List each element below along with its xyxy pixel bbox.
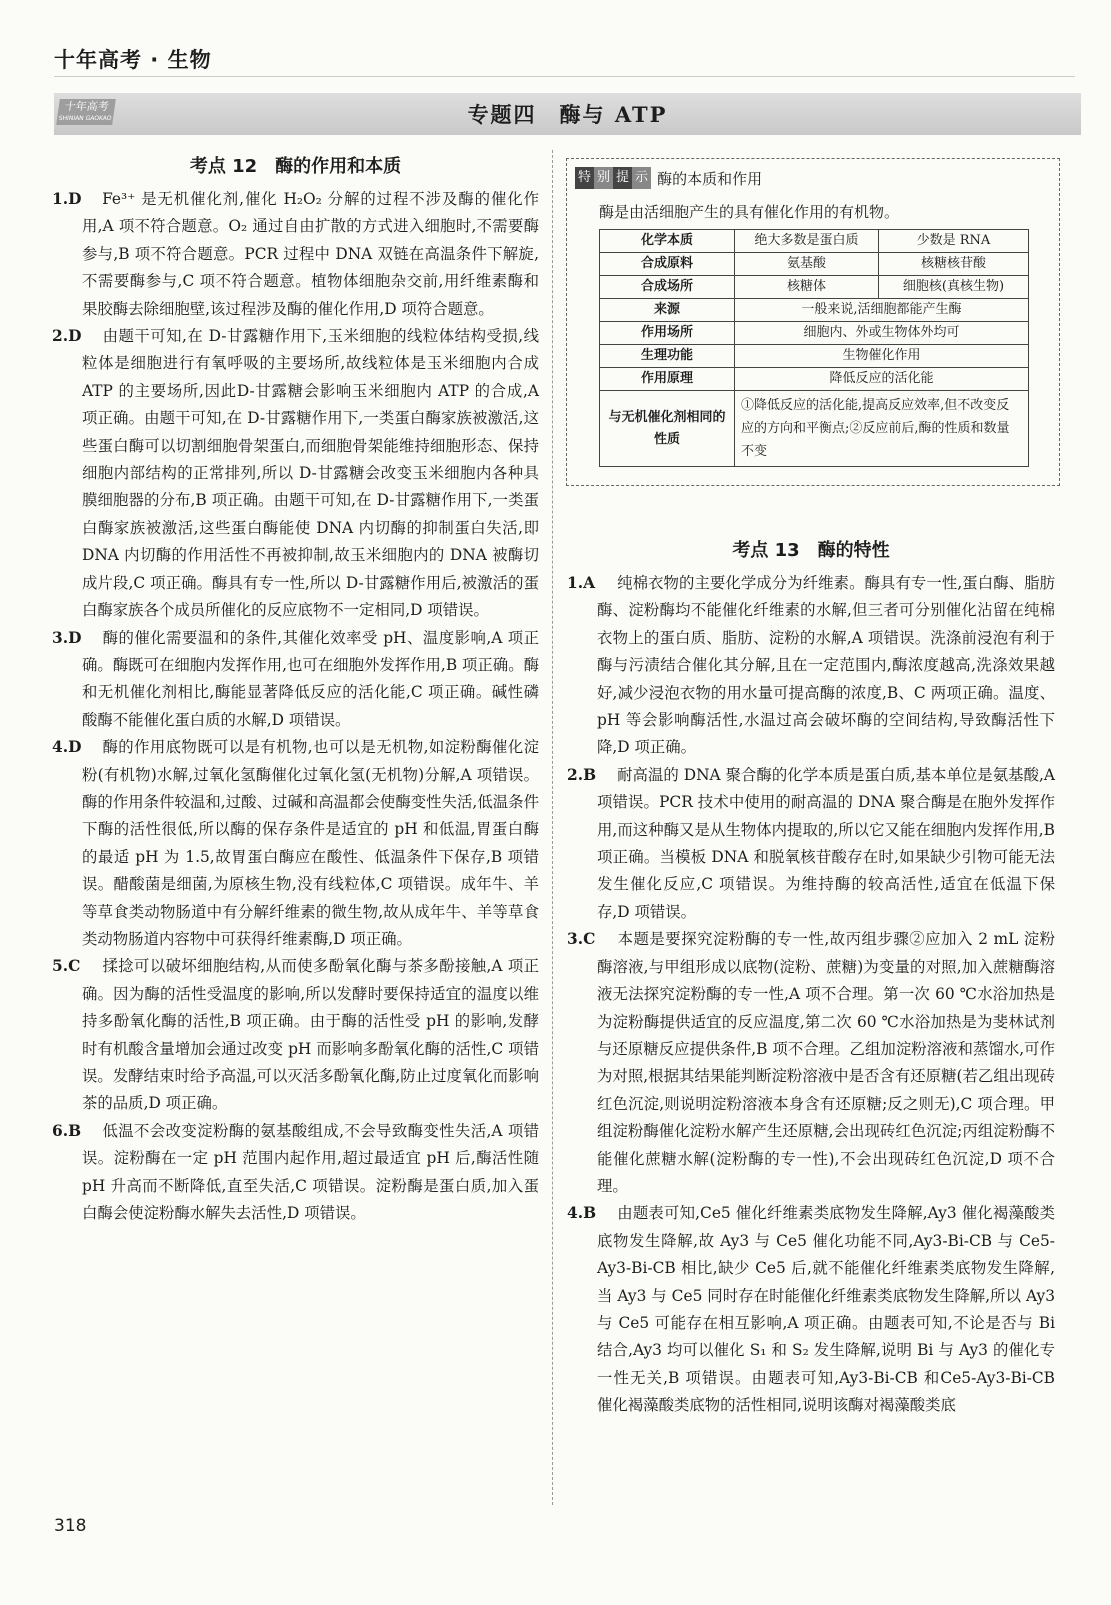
row-value: ①降低反应的活化能,提高反应效率,但不改变反应的方向和平衡点;②反应前后,酶的性质和数量不变 bbox=[735, 391, 1029, 467]
table-row bbox=[600, 368, 1029, 391]
row-value: 绝大多数是蛋白质 bbox=[735, 230, 879, 253]
row-value: 降低反应的活化能 bbox=[735, 368, 1029, 391]
explanation-text: 由题表可知,Ce5 催化纤维素类底物发生降解,Ay3 催化褐藻酸类底物发生降解,故 Ay3 与 Ce5 催化功能不同,Ay3-Bi-CB 与 Ce5-Ay3-Bi-CB 相比,缺少 Ce5 后,就不能催化纤维素类底物发生降解,当 Ay3 与 Ce5 同时存在时能催化纤维素类底物发生降解,所以 Ay3 与 Ce5 可能存在相互影响,A 项正确。由题表可知,不论是否与 Bi 结合,Ay3 均可以催化 S₁ 和 S₂ 发生降解,说明 Bi 与 Ay3 的催化专一性无关,B 项错误。由题表可知,Ay3-Bi-CB 和Ce5-Ay3-Bi-CB 催化褐藻酸类底物的活性相同,说明该酶对褐藻酸类底 bbox=[597, 1204, 1055, 1415]
answer-letter: C bbox=[68, 957, 81, 976]
item-number: 2. bbox=[567, 765, 584, 784]
item-number: 4. bbox=[52, 738, 69, 757]
item-number: 1. bbox=[52, 190, 69, 208]
table-row bbox=[600, 391, 1029, 467]
table-row bbox=[600, 230, 1029, 253]
row-label: 作用原理 bbox=[600, 368, 735, 391]
tip-heading: 酶的本质和作用 bbox=[657, 169, 763, 188]
right-column bbox=[567, 536, 1055, 1420]
series-logo: 十年高考 SHINIAN GAOKAO bbox=[56, 99, 116, 125]
page-number: 318 bbox=[54, 1516, 87, 1536]
answer-item bbox=[567, 1200, 1055, 1419]
row-value: 一般来说,活细胞都能产生酶 bbox=[735, 299, 1029, 322]
row-label: 与无机催化剂相同的性质 bbox=[600, 391, 735, 467]
answer-item bbox=[52, 953, 539, 1117]
row-label: 来源 bbox=[600, 299, 735, 322]
chapter-title: 专题四 酶与 ATP bbox=[467, 102, 668, 127]
row-value: 核糖体 bbox=[735, 276, 879, 299]
tip-box bbox=[566, 158, 1060, 486]
row-label: 化学本质 bbox=[600, 230, 735, 253]
row-label: 合成场所 bbox=[600, 276, 735, 299]
answer-letter: A bbox=[583, 574, 596, 592]
item-number: 5. bbox=[52, 957, 69, 976]
table-row bbox=[600, 345, 1029, 368]
column-divider bbox=[552, 150, 553, 1505]
answer-letter: D bbox=[68, 327, 82, 346]
answer-item bbox=[52, 734, 539, 953]
section-title-13: 考点 13 酶的特性 bbox=[732, 540, 890, 561]
book-title: 十年高考 · 生物 bbox=[54, 48, 212, 72]
row-label: 作用场所 bbox=[600, 322, 735, 345]
row-label: 合成原料 bbox=[600, 253, 735, 276]
item-number: 4. bbox=[567, 1204, 584, 1223]
answer-letter: C bbox=[583, 930, 596, 949]
answer-item bbox=[52, 625, 539, 735]
answer-letter: D bbox=[68, 738, 82, 757]
answer-item bbox=[567, 926, 1055, 1200]
tip-intro: 酶是由活细胞产生的具有催化作用的有机物。 bbox=[599, 203, 900, 221]
explanation-text: 耐高温的 DNA 聚合酶的化学本质是蛋白质,基本单位是氨基酸,A 项错误。PCR 技术中使用的耐高温的 DNA 聚合酶是在胞外发挥作用,而这种酶又是从生物体内提取的,所以它又能在细胞内发挥作用,B 项正确。当模板 DNA 和脱氧核苷酸存在时,如果缺少引物可能无法发生催化反应,C 项错误。为维持酶的较高活性,适宜在低温下保存,D 项错误。 bbox=[597, 765, 1055, 921]
top-rule bbox=[54, 76, 1075, 77]
answer-letter: D bbox=[68, 190, 82, 208]
table-row bbox=[600, 322, 1029, 345]
row-value: 氨基酸 bbox=[735, 253, 879, 276]
answer-item bbox=[567, 762, 1055, 926]
explanation-text: 低温不会改变淀粉酶的氨基酸组成,不会导致酶变性失活,A 项错误。淀粉酶在一定 pH 范围内起作用,超过最适宜 pH 后,酶活性随 pH 升高而不断降低,直至失活,C 项错误。淀粉酶是蛋白质,加入蛋白酶会使淀粉酶水解失去活性,D 项错误。 bbox=[82, 1121, 539, 1223]
enzyme-table bbox=[599, 229, 1029, 467]
explanation-text: 本题是要探究淀粉酶的专一性,故丙组步骤②应加入 2 mL 淀粉酶溶液,与甲组形成以底物(淀粉、蔗糖)为变量的对照,加入蔗糖酶溶液无法探究淀粉酶的专一性,A 项不合理。第一次 60 ℃水浴加热是为淀粉酶提供适宜的反应温度,第二次 60 ℃水浴加热是为斐林试剂与还原糖反应提供条件,B 项不合理。乙组加淀粉溶液和蒸馏水,可作为对照,根据其结果能判断淀粉溶液中是否含有还原糖(若乙组出现砖红色沉淀,则说明淀粉溶液本身含有还原糖;反之则无),C 项合理。甲组淀粉酶催化淀粉水解产生还原糖,会出现砖红色沉淀;丙组淀粉酶不能催化蔗糖水解(淀粉酶的专一性),不会出现砖红色沉淀,D 项不合理。 bbox=[597, 930, 1055, 1195]
explanation-text: 由题干可知,在 D-甘露糖作用下,玉米细胞的线粒体结构受损,线粒体是细胞进行有氧呼吸的主要场所,故线粒体是玉米细胞内合成 ATP 的主要场所,因此D-甘露糖会影响玉米细胞内 ATP 的合成,A 项正确。由题干可知,在 D-甘露糖作用下,一类蛋白酶家族被激活,这些蛋白酶可以切割细胞骨架蛋白,而细胞骨架能维持细胞形态、保持细胞内部结构的正常排列,所以 D-甘露糖会改变玉米细胞内各种具膜细胞器的分布,B 项正确。由题干可知,在 D-甘露糖作用下,一类蛋白酶家族被激活,这些蛋白酶能使 DNA 内切酶的抑制蛋白失活,即 DNA 内切酶的作用活性不再被抑制,故玉米细胞内的 DNA 被酶切成片段,C 项正确。酶具有专一性,所以 D-甘露糖作用后,被激活的蛋白酶家族各个成员所催化的反应底物不一定相同,D 项错误。 bbox=[82, 327, 539, 620]
answer-letter: D bbox=[68, 628, 82, 647]
item-number: 3. bbox=[52, 628, 69, 647]
table-row bbox=[600, 299, 1029, 322]
row-value: 少数是 RNA bbox=[878, 230, 1028, 253]
answer-item bbox=[567, 570, 1055, 762]
answer-item bbox=[52, 1118, 539, 1228]
answer-item bbox=[52, 323, 539, 624]
answer-item bbox=[52, 186, 539, 323]
section-title-12: 考点 12 酶的作用和本质 bbox=[189, 156, 402, 177]
explanation-text: 酶的催化需要温和的条件,其催化效率受 pH、温度影响,A 项正确。酶既可在细胞内发挥作用,也可在细胞外发挥作用,B 项正确。酶和无机催化剂相比,酶能显著降低反应的活化能,C 项正确。碱性磷酸酶不能催化蛋白质的水解,D 项错误。 bbox=[82, 628, 539, 729]
explanation-text: 纯棉衣物的主要化学成分为纤维素。酶具有专一性,蛋白酶、脂肪酶、淀粉酶均不能催化纤维素的水解,但三者可分别催化沾留在纯棉衣物上的蛋白质、脂肪、淀粉的水解,A 项错误。洗涤前浸泡有利于酶与污渍结合催化其分解,且在一定范围内,酶浓度越高,洗涤效果越好,减少浸泡衣物的用水量可提高酶的浓度,B、C 两项正确。温度、pH 等会影响酶活性,水温过高会破坏酶的空间结构,导致酶活性下降,D 项正确。 bbox=[597, 574, 1055, 757]
table-row bbox=[600, 253, 1029, 276]
tip-badge: 特 别 提 示 bbox=[575, 167, 651, 189]
row-value: 生物催化作用 bbox=[735, 345, 1029, 368]
table-row bbox=[600, 276, 1029, 299]
explanation-text: 酶的作用底物既可以是有机物,也可以是无机物,如淀粉酶催化淀粉(有机物)水解,过氧化氢酶催化过氧化氢(无机物)分解,A 项错误。酶的作用条件较温和,过酸、过碱和高温都会使酶变性失活,低温条件下酶的活性很低,所以酶的保存条件是适宜的 pH 和低温,胃蛋白酶的最适 pH 为 1.5,故胃蛋白酶应在酸性、低温条件下保存,B 项错误。醋酸菌是细菌,为原核生物,没有线粒体,C 项错误。成年牛、羊等草食类动物肠道中有分解纤维素的微生物,故从成年牛、羊等草食类动物肠道内容物中可获得纤维素酶,D 项正确。 bbox=[82, 738, 539, 948]
row-label: 生理功能 bbox=[600, 345, 735, 368]
explanation-text: 揉捻可以破坏细胞结构,从而使多酚氧化酶与茶多酚接触,A 项正确。因为酶的活性受温度的影响,所以发酵时要保持适宜的温度以维持多酚氧化酶的活性,B 项正确。由于酶的活性受 pH 的影响,发酵时有机酸含量增加会通过改变 pH 而影响多酚氧化酶的活性,C 项错误。发酵结束时给予高温,可以灭活多酚氧化酶,防止过度氧化而影响茶的品质,D 项正确。 bbox=[82, 957, 539, 1113]
left-column bbox=[52, 152, 539, 1227]
chapter-banner bbox=[54, 93, 1081, 135]
answer-letter: B bbox=[583, 765, 597, 784]
item-number: 3. bbox=[567, 930, 584, 949]
answer-letter: B bbox=[583, 1204, 597, 1223]
explanation-text: Fe³⁺ 是无机催化剂,催化 H₂O₂ 分解的过程不涉及酶的催化作用,A 项不符合题意。O₂ 通过自由扩散的方式进入细胞时,不需要酶参与,B 项不符合题意。PCR 过程中 DNA 双链在高温条件下解旋,不需要酶参与,C 项不符合题意。植物体细胞杂交前,用纤维素酶和果胶酶去除细胞壁,该过程涉及酶的催化作用,D 项符合题意。 bbox=[82, 190, 539, 318]
item-number: 1. bbox=[567, 574, 584, 592]
row-value: 核糖核苷酸 bbox=[878, 253, 1028, 276]
item-number: 2. bbox=[52, 327, 69, 346]
row-value: 细胞核(真核生物) bbox=[878, 276, 1028, 299]
item-number: 6. bbox=[52, 1121, 69, 1140]
answer-letter: B bbox=[68, 1121, 82, 1140]
row-value: 细胞内、外或生物体外均可 bbox=[735, 322, 1029, 345]
